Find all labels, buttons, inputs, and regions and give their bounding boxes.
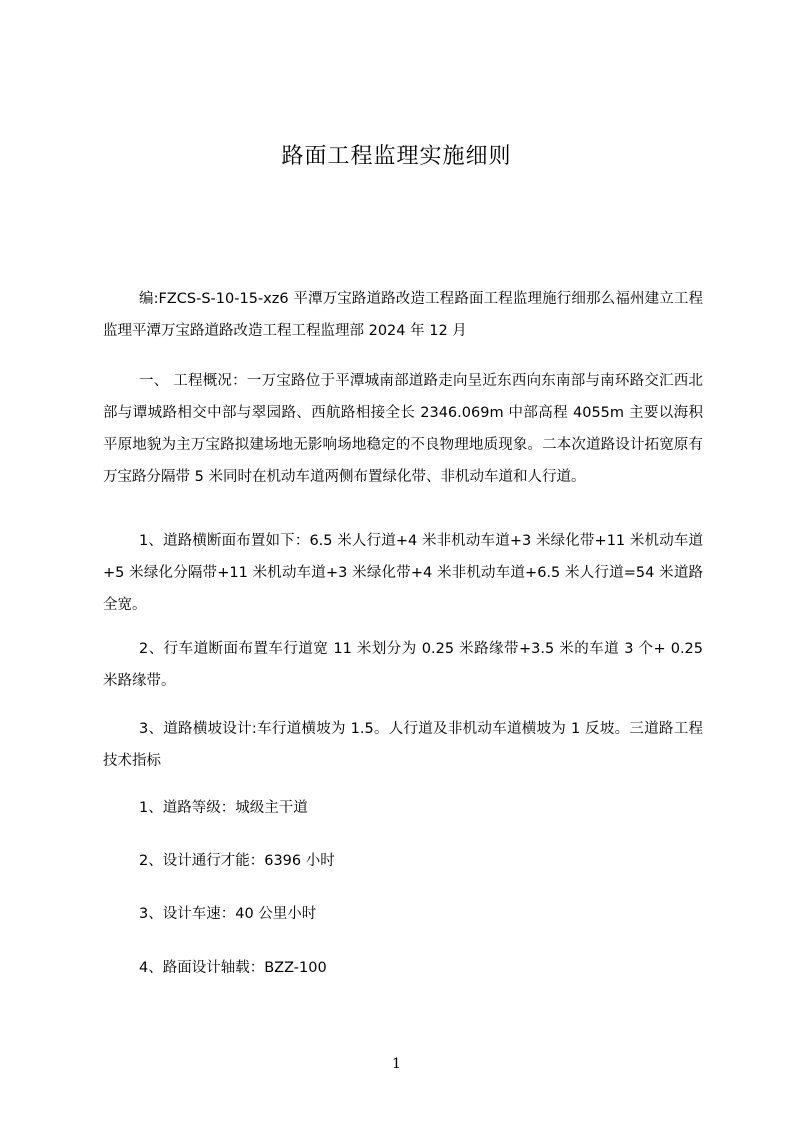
lane-section-paragraph: 2、行车道断面布置车行道宽 11 米划分为 0.25 米路缘带+3.5 米的车道 3 个+ 0.25 米路缘带。	[103, 641, 703, 689]
cross-section-paragraph: 1、道路横断面布置如下：6.5 米人行道+4 米非机动车道+3 米绿化带+11 米机动车道+5 米绿化分隔带+11 米机动车道+3 米绿化带+4 米非机动车道+6.5 米人行道=54 米道路全宽。	[103, 533, 703, 613]
page-number: 1	[392, 1056, 401, 1072]
document-meta-paragraph: 编:FZCS-S-10-15-xz6 平潭万宝路道路改造工程路面工程监理施行细那么福州建立工程监理平潭万宝路道路改造工程工程监理部 2024 年 12 月	[103, 291, 703, 339]
project-overview-paragraph: 一、 工程概况：一万宝路位于平潭城南部道路走向呈近东西向东南部与南环路交汇西北部与谭城路相交中部与翠园路、西航路相接全长 2346.069m 中部高程 4055m 主要以海积平原地貌为主万宝路拟建场地无影响场地稳定的不良物理地质现象。二本次道路设计拓宽原有万宝路分隔带 5 米同时在机动车道两侧布置绿化带、非机动车道和人行道。	[103, 373, 703, 485]
document-title: 路面工程监理实施细则	[281, 144, 512, 169]
design-capacity-item: 2、设计通行才能：6396 小时	[139, 853, 335, 869]
design-axle-load-item: 4、路面设计轴载：BZZ-100	[139, 960, 327, 976]
design-speed-item: 3、设计车速：40 公里小时	[139, 906, 317, 922]
cross-slope-paragraph: 3、道路横坡设计:车行道横坡为 1.5。人行道及非机动车道横坡为 1 反坡。三道路工程技术指标	[103, 721, 703, 769]
road-grade-item: 1、道路等级：城级主干道	[139, 800, 308, 816]
